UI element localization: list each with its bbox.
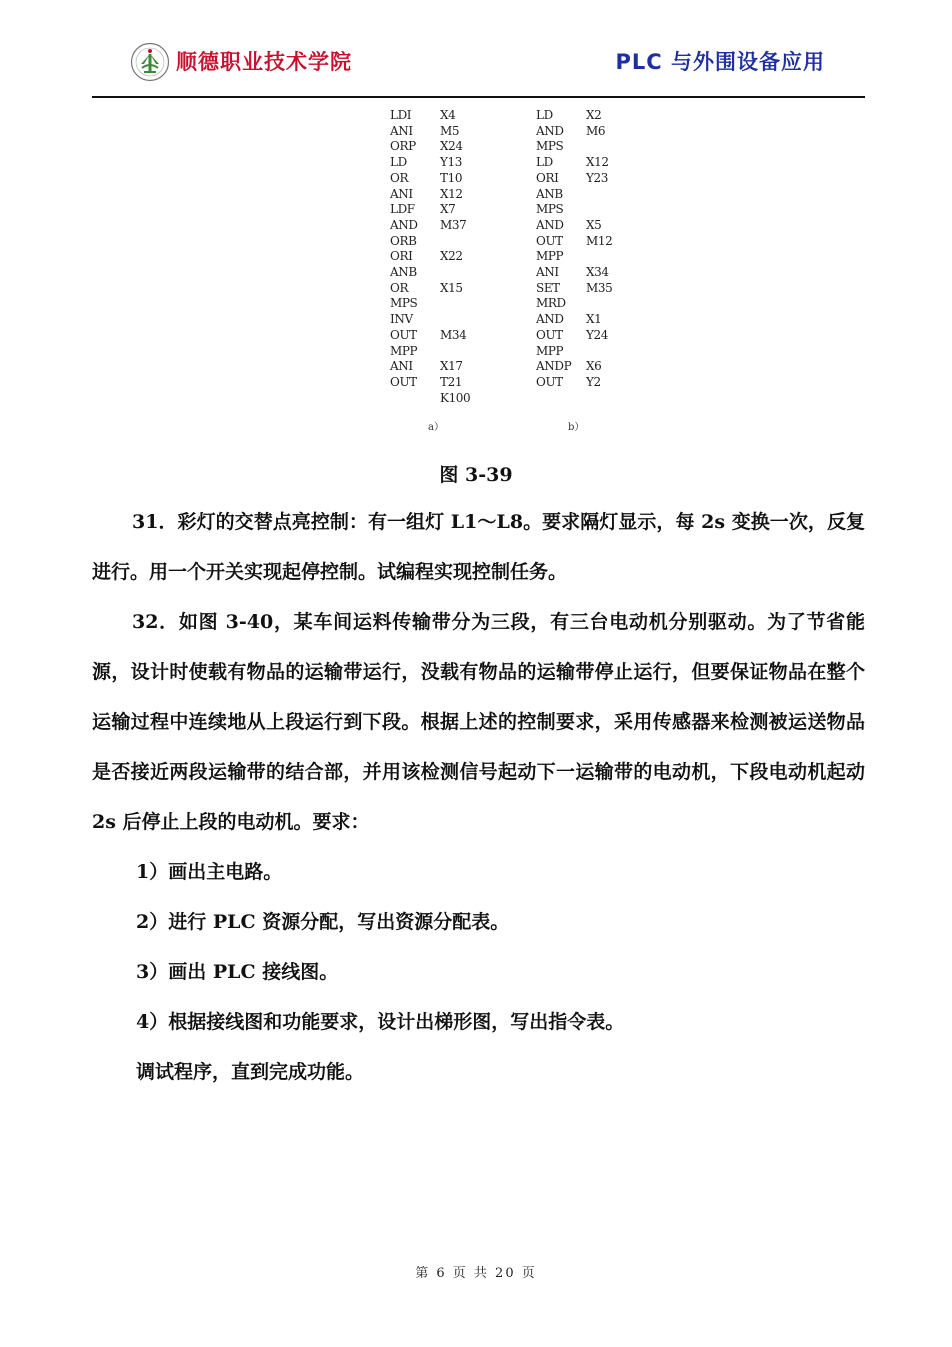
instruction-operand [440,312,500,328]
instruction-row [536,202,646,218]
instruction-row [536,139,646,155]
instruction-operand: T21 [440,374,463,389]
instruction-row [536,375,646,391]
instruction-operand: X1 [586,312,602,327]
instruction-row [536,296,646,312]
question-32-text: 32．如图 3-40，某车间运料传输带分为三段，有三台电动机分别驱动。为了节省能源，设计时使载有物品的运输带运行，没载有物品的运输带停止运行，但要保证物品在整个运输过程中连续地从上段运行到下段。根据上述的控制要求，采用传感器来检测被运送物品是否接近两段运输带的结合部，并用该检测信号起动下一运输带的电动机，下段电动机起动 2s 后停止上段的电动机。要求： [92,611,865,833]
instruction-row [390,124,500,140]
instruction-operand: M35 [586,280,613,295]
instruction-row [390,171,500,187]
course-title: PLC 与外围设备应用 [615,50,825,74]
instruction-opcode: LDI [390,108,412,122]
instruction-row [536,171,646,187]
requirement-item: 2）进行 PLC 资源分配，写出资源分配表。 [136,911,510,933]
instruction-opcode: OR [390,280,409,295]
instruction-row [390,359,500,375]
instruction-row [536,281,646,297]
instruction-operand: X22 [440,249,463,264]
requirement-item: 1）画出主电路。 [136,861,283,883]
instruction-opcode: AND [536,217,564,232]
question-32 [92,597,865,847]
instruction-operand: X4 [440,108,456,122]
instruction-opcode: ANI [390,123,413,138]
instruction-operand: M6 [586,123,606,138]
instruction-row [390,312,500,328]
instruction-row [390,218,500,234]
instruction-operand: Y2 [586,374,601,389]
instruction-row [536,234,646,250]
instruction-operand: Y23 [586,170,608,185]
instruction-opcode: AND [536,312,564,327]
instruction-opcode: MPP [536,343,564,358]
instruction-operand: X7 [440,202,456,217]
instruction-opcode: ORP [390,139,416,154]
instruction-row [536,187,646,203]
instruction-operand [586,344,646,360]
instruction-list-a [390,108,500,406]
instruction-operand [440,234,500,250]
question-31-text: 31．彩灯的交替点亮控制：有一组灯 L1～L8。要求隔灯显示，每 2s 变换一次，反复进行。用一个开关实现起停控制。试编程实现控制任务。 [92,511,865,583]
instruction-row [390,155,500,171]
instruction-row [390,265,500,281]
instruction-operand: M34 [440,327,467,342]
instruction-operand: M12 [586,233,613,248]
instruction-opcode: ANB [390,265,417,280]
instruction-operand [440,265,500,281]
instruction-opcode: SET [536,280,560,295]
instruction-operand: X6 [586,359,602,374]
instruction-row [536,108,646,124]
instruction-opcode: ANI [536,265,559,280]
instruction-row [536,124,646,140]
instruction-opcode [390,391,440,407]
instruction-opcode: ANI [390,359,413,374]
instruction-opcode: LD [390,155,407,170]
instruction-opcode: OR [390,170,409,185]
instruction-operand: X15 [440,280,463,295]
instruction-list-b [536,108,646,391]
instruction-opcode: ORI [536,170,559,185]
instruction-row [390,296,500,312]
instruction-operand [586,202,646,218]
instruction-operand [586,187,646,203]
requirement-item: 3）画出 PLC 接线图。 [136,961,339,983]
instruction-operand: X34 [586,265,609,280]
instruction-operand: X12 [586,155,609,170]
instruction-opcode: INV [390,312,413,327]
instruction-opcode: OUT [536,233,563,248]
instruction-row [390,375,500,391]
question-31 [92,497,865,597]
school-name: 顺德职业技术学院 [176,50,352,74]
instruction-opcode: ANDP [536,359,572,374]
instruction-list-figure [386,108,626,438]
instruction-operand: T10 [440,170,463,185]
instruction-operand: M37 [440,217,467,232]
instruction-row [390,139,500,155]
instruction-opcode: MPS [536,139,564,154]
instruction-opcode: OUT [390,374,417,389]
instruction-opcode: ANI [390,186,413,201]
instruction-row [390,202,500,218]
instruction-operand: X24 [440,139,463,154]
instruction-opcode: MPP [536,249,564,264]
instruction-opcode: ANB [536,186,563,201]
instruction-row [390,249,500,265]
instruction-opcode: LDF [390,202,415,217]
instruction-row [536,344,646,360]
instruction-operand: Y24 [586,327,608,342]
instruction-operand: M5 [440,123,460,138]
instruction-row [536,155,646,171]
instruction-operand [586,296,646,312]
page-header [92,40,865,98]
instruction-operand [440,344,500,360]
instruction-opcode: AND [536,123,564,138]
debug-instruction: 调试程序，直到完成功能。 [136,1061,365,1083]
instruction-opcode: LD [536,155,553,170]
instruction-opcode: MRD [536,296,566,311]
instruction-row [390,328,500,344]
instruction-operand: X12 [440,186,463,201]
instruction-operand: X2 [586,108,602,122]
instruction-row [390,281,500,297]
instruction-opcode: MPS [536,202,564,217]
figure-label-a: a） [428,422,444,433]
instruction-row [390,108,500,124]
instruction-operand: X5 [586,217,602,232]
instruction-operand: K100 [440,390,471,405]
instruction-operand [440,296,500,312]
requirement-item: 4）根据接线图和功能要求，设计出梯形图，写出指令表。 [136,1011,625,1033]
instruction-opcode: ORI [390,249,413,264]
instruction-row [390,187,500,203]
instruction-opcode: LD [536,108,553,122]
instruction-opcode: AND [390,217,418,232]
figure-caption: 图 3-39 [439,464,513,486]
instruction-opcode: MPP [390,343,418,358]
instruction-opcode: MPS [390,296,418,311]
instruction-opcode: OUT [390,327,417,342]
instruction-opcode: OUT [536,374,563,389]
instruction-row [390,391,500,407]
instruction-opcode: OUT [536,327,563,342]
instruction-row [390,234,500,250]
school-logo-icon [130,42,170,82]
instruction-row [390,344,500,360]
instruction-row [536,312,646,328]
instruction-row [536,359,646,375]
instruction-operand: X17 [440,359,463,374]
figure-label-b: b） [568,422,585,433]
instruction-row [536,249,646,265]
instruction-opcode: ORB [390,233,417,248]
instruction-row [536,328,646,344]
instruction-operand [586,249,646,265]
instruction-operand [586,139,646,155]
page-footer: 第 6 页 共 20 页 [415,1266,537,1281]
instruction-row [536,265,646,281]
instruction-row [536,218,646,234]
instruction-operand: Y13 [440,155,462,170]
